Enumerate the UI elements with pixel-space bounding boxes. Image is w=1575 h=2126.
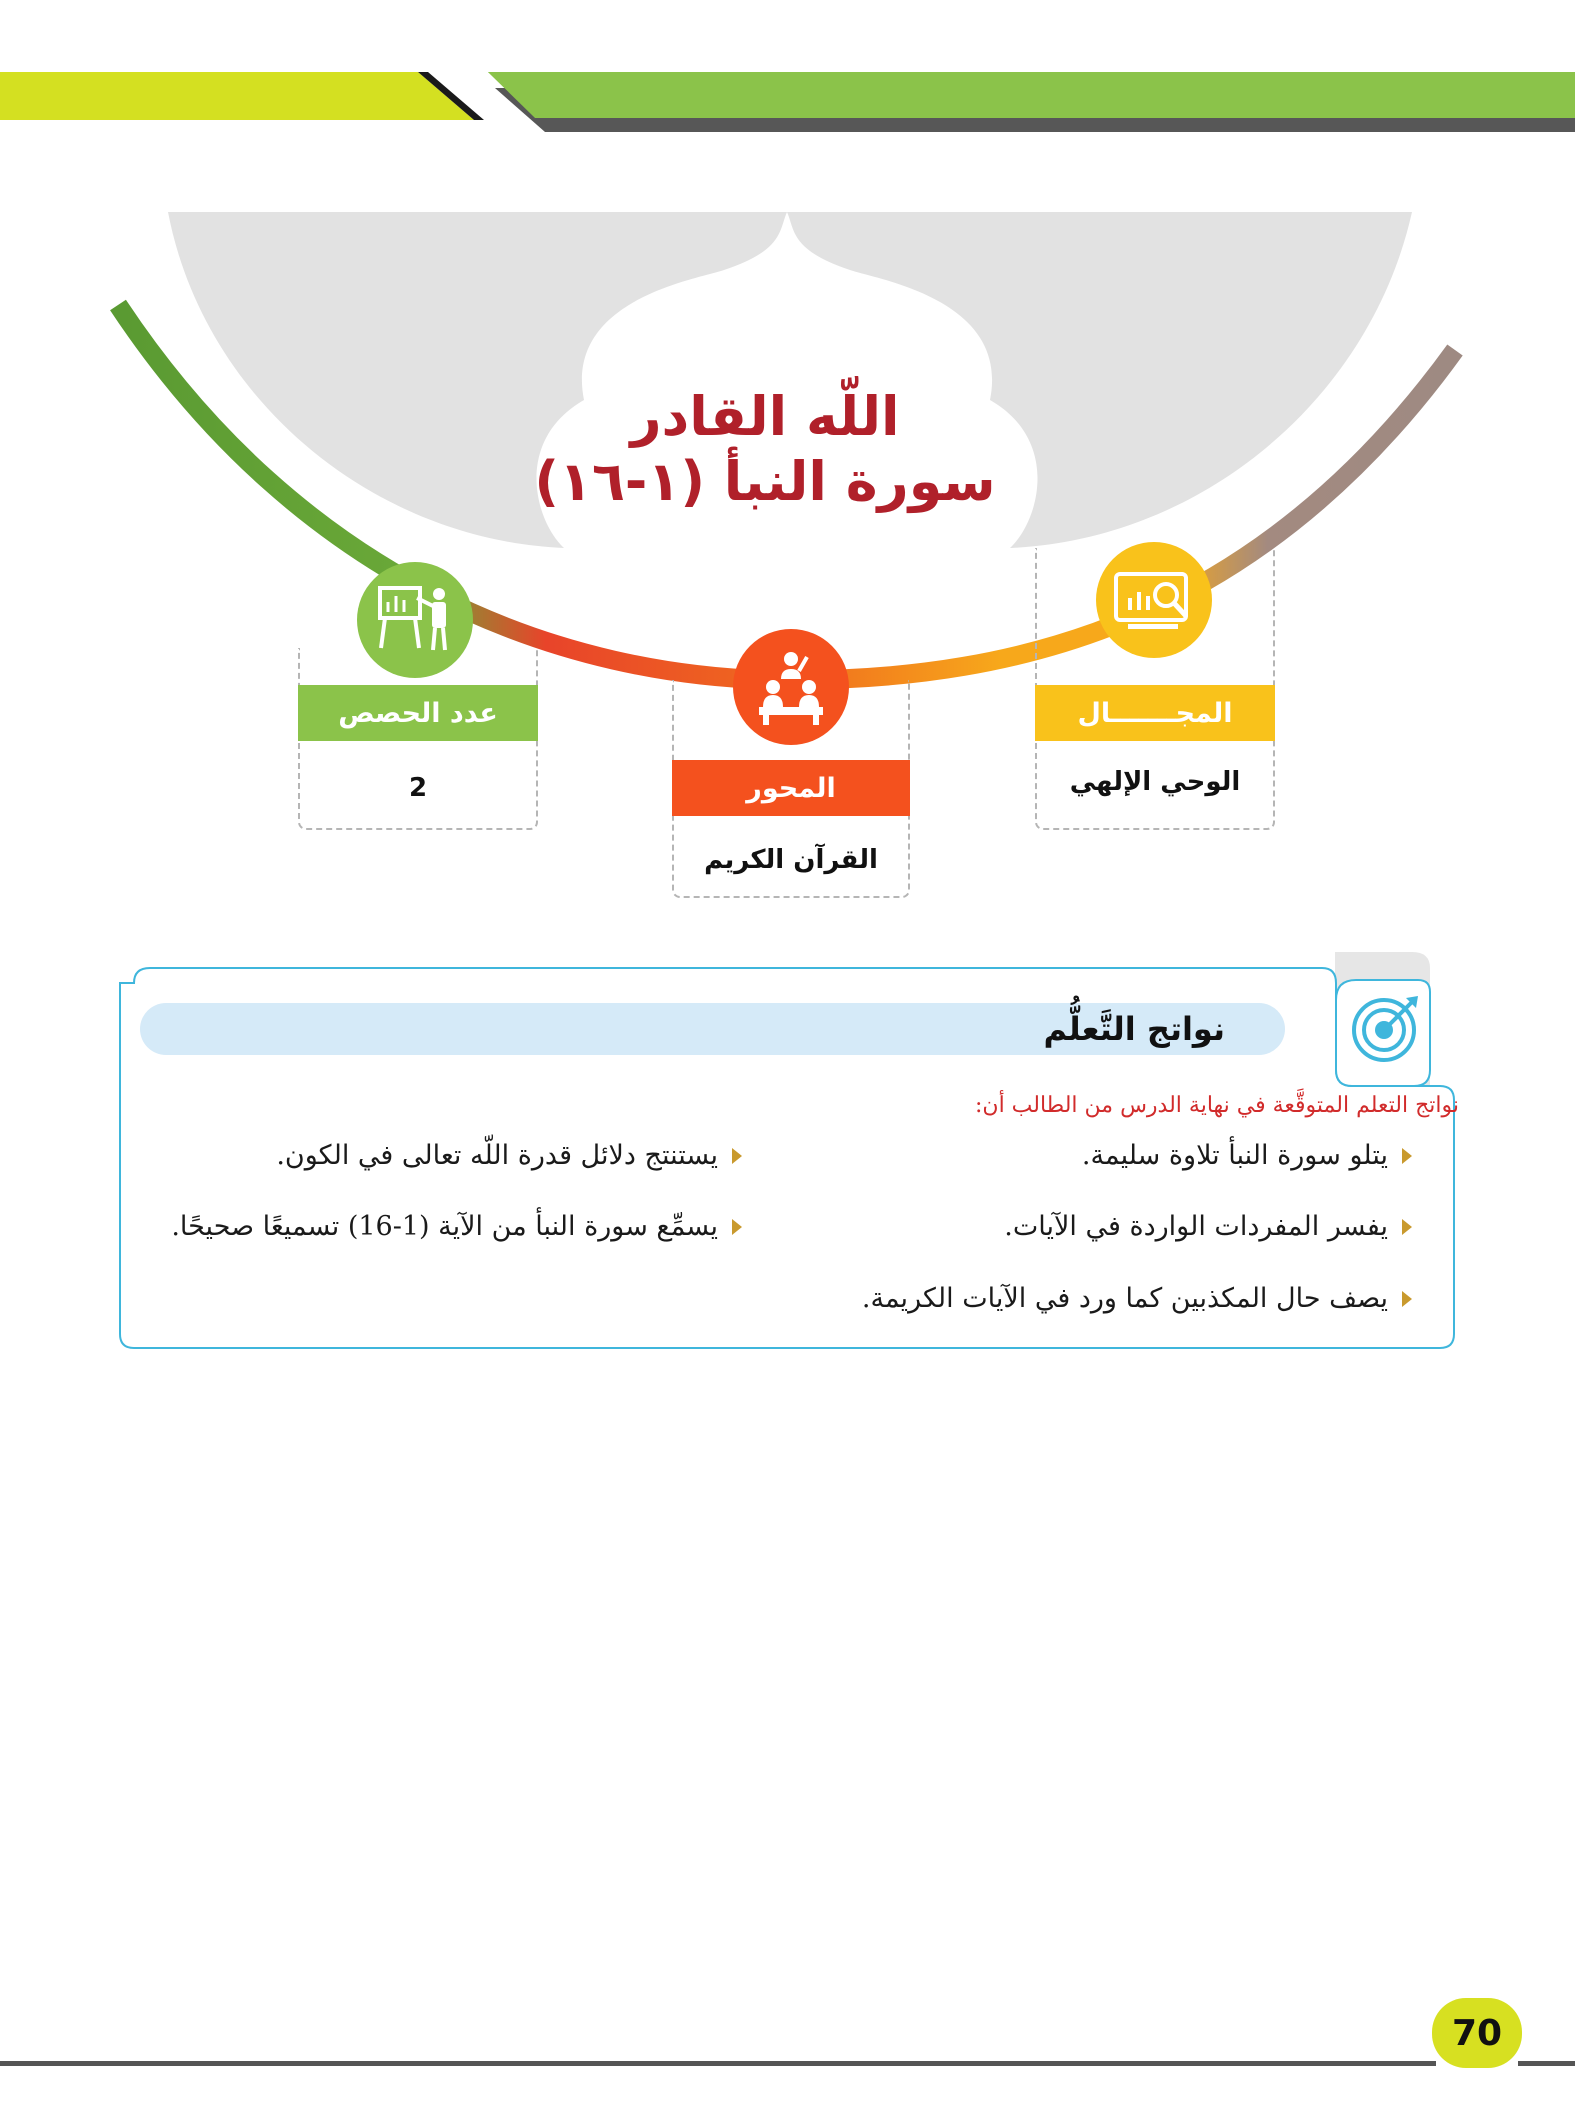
outcome-item-4: يسمِّع سورة النبأ من الآية (1-16) تسميعًا صحيحًا. xyxy=(171,1211,742,1242)
periods-label: عدد الحصص xyxy=(298,685,538,741)
outcome-item-2: يستنتج دلائل قدرة اللّه تعالى في الكون. xyxy=(276,1140,742,1171)
outcome-item-3: يفسر المفردات الواردة في الآيات. xyxy=(1004,1211,1412,1242)
bullet-marker-icon xyxy=(1402,1219,1412,1235)
outcomes-heading: نواتج التَّعلُّم xyxy=(140,1003,1285,1055)
domain-label: المجـــــــال xyxy=(1035,685,1275,741)
target-arrow-icon xyxy=(1348,990,1424,1066)
bullet-marker-icon xyxy=(732,1148,742,1164)
page-number: 70 xyxy=(1432,1998,1522,2068)
footer-rule xyxy=(0,2061,1575,2066)
outcomes-intro: نواتج التعلم المتوقَّعة في نهاية الدرس من الطالب أن: xyxy=(975,1093,1459,1118)
bullet-marker-icon xyxy=(1402,1148,1412,1164)
lesson-title-line2: سورة النبأ (١-١٦) xyxy=(534,450,996,513)
domain-value: الوحي الإلهي xyxy=(1069,767,1241,797)
header-bars xyxy=(0,72,1575,132)
outcome-item-1: يتلو سورة النبأ تلاوة سليمة. xyxy=(1082,1140,1412,1171)
periods-value: 2 xyxy=(408,773,428,803)
axis-value: القرآن الكريم xyxy=(704,845,878,875)
bullet-marker-icon xyxy=(732,1219,742,1235)
outcome-item-5: يصف حال المكذبين كما ورد في الآيات الكريمة. xyxy=(862,1283,1412,1314)
axis-label: المحور xyxy=(672,760,910,816)
bullet-marker-icon xyxy=(1402,1291,1412,1307)
lesson-title-line1: اللّه القادر xyxy=(630,385,900,448)
